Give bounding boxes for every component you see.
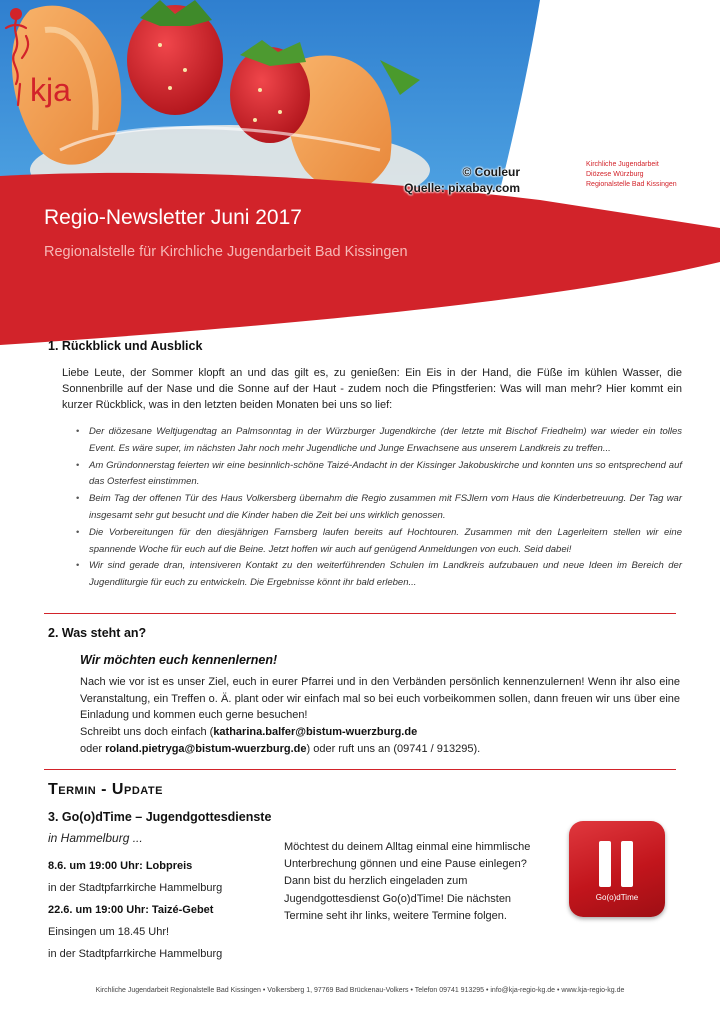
- kja-logo: [0, 0, 140, 160]
- event-date-2: 22.6. um 19:00 Uhr: Taizé-Gebet: [48, 904, 214, 916]
- section-2-heading: 2. Was steht an?: [48, 626, 147, 640]
- list-item: • Am Gründonnerstag feierten wir eine besinnlich-schöne Taizé-Andacht in der Kissinger Jakobuskirche und konnten uns so entsprechend auf das Osterfest einstimmen.: [76, 458, 682, 492]
- section-1-bullet-list: [76, 424, 682, 592]
- newsletter-subtitle: Regionalstelle für Kirchliche Jugendarbeit Bad Kissingen: [44, 244, 408, 260]
- logo-wordmark: kja: [30, 72, 71, 108]
- section-2-subheading: Wir möchten euch kennenlernen!: [80, 653, 278, 667]
- photo-credit: [404, 164, 520, 196]
- photo-credit-copyright: © Couleur: [462, 165, 520, 179]
- goodtime-pause-icon: [569, 821, 665, 917]
- event-list: [48, 858, 278, 963]
- termin-update-heading: Termin - Update: [48, 781, 163, 798]
- newsletter-title: Regio-Newsletter Juni 2017: [44, 206, 302, 229]
- list-item: • Die Vorbereitungen für den diesjährigen Farnsberg laufen bereits auf Hochtouren. Zusammen mit den Lagerleitern stellen wir eine spannende Woche für euch auf die Beine. Jetzt hoffen wir auch auf genügend Anmeldungen von euch. Seid dabei!: [76, 525, 682, 559]
- list-item: • Beim Tag der offenen Tür des Haus Volkersberg übernahm die Regio zusammen mit FSJlern vom Haus die Kinderbetreuung. Der Tag war insgesamt sehr gut besucht und die Kinder haben die Zeit bei uns wirklich genossen.: [76, 491, 682, 525]
- divider: [44, 613, 676, 614]
- section-2-body: Nach wie vor ist es unser Ziel, euch in eurer Pfarrei und in den Verbänden persönlich kennenzulernen! Wenn ihr also eine Veranstaltung, ein Treffen o. Ä. plant oder wir einfach mal so bei euch vorbeikommen sollen, dann freuen wir uns über eine Einladung und kommen euch gerne besuchen!: [80, 676, 680, 721]
- goodtime-location: in Hammelburg ...: [48, 831, 143, 845]
- divider: [44, 769, 676, 770]
- logo-line-1: Kirchliche Jugendarbeit: [586, 161, 659, 168]
- section-1-intro: Liebe Leute, der Sommer klopft an und das gilt es, zu genießen: Ein Eis in der Hand, die Füße im kühlen Wasser, die Sonnenbrille auf der Nase und die Sonne auf der Haut - zudem noch die Pfingstferien: Was will man mehr? Hier kommt ein kurzer Rückblick, was in den letzten beiden Monaten bei uns so lief:: [62, 367, 682, 411]
- event-place-1: in der Stadtpfarrkirche Hammelburg: [48, 882, 223, 894]
- event-note-2: Einsingen um 18.45 Uhr!: [48, 926, 170, 938]
- footer: Kirchliche Jugendarbeit Regionalstelle Bad Kissingen • Volkersberg 1, 97769 Bad Brückenau-Volkers • Telefon 09741 913295 • info@kja-regio-kg.de • www.kja-regio-kg.de: [95, 987, 625, 994]
- header-banner: [0, 0, 720, 345]
- logo-caption: [586, 160, 677, 190]
- email-link-roland[interactable]: roland.pietryga@bistum-wuerzburg.de: [105, 742, 307, 755]
- list-item: • Wir sind gerade dran, intensiveren Kontakt zu den weiterführenden Schulen im Landkreis aufzubauen und neue Ideen im Bereich der Jugendliturgie für euch zu entwickeln. Die Ergebnisse könnt ihr bald erleben...: [76, 558, 682, 592]
- goodtime-icon-label: Go(o)dTime: [595, 893, 639, 902]
- event-place-2: in der Stadtpfarrkirche Hammelburg: [48, 948, 223, 960]
- logo-line-2: Diözese Würzburg: [586, 171, 644, 178]
- email-link-katharina[interactable]: katharina.balfer@bistum-wuerzburg.de: [213, 726, 418, 738]
- section-1-heading: 1. Rückblick und Ausblick: [48, 339, 203, 353]
- goodtime-heading: 3. Go(o)dTime – Jugendgottesdienste: [48, 810, 272, 824]
- list-item: • Der diözesane Weltjugendtag an Palmsonntag in der Würzburger Jugendkirche (der letzte mit Bischof Friedhelm) war wieder ein tolles Event. Es wäre super, im nächsten Jahr noch mehr Jugendliche und Junge Erwachsene aus unserem Landkreis zu treffen...: [76, 424, 682, 458]
- goodtime-description: Möchtest du deinem Alltag einmal eine himmlische Unterbrechung gönnen und eine Pause einlegen? Dann bist du herzlich eingeladen zum Jugendgottesdienst Go(o)dTime! Die nächsten Termine seht ihr links, weitere Termine folgen.: [284, 841, 531, 922]
- logo-line-3: Regionalstelle Bad Kissingen: [586, 181, 677, 188]
- event-date-1: 8.6. um 19:00 Uhr: Lobpreis: [48, 860, 193, 872]
- photo-credit-source: Quelle: pixabay.com: [404, 181, 520, 195]
- section-2-contact: Schreibt uns doch einfach (katharina.balfer@bistum-wuerzburg.de oder roland.pietryga@bistum-wuerzburg.de) oder ruft uns an (09741 / 913295).: [80, 726, 481, 755]
